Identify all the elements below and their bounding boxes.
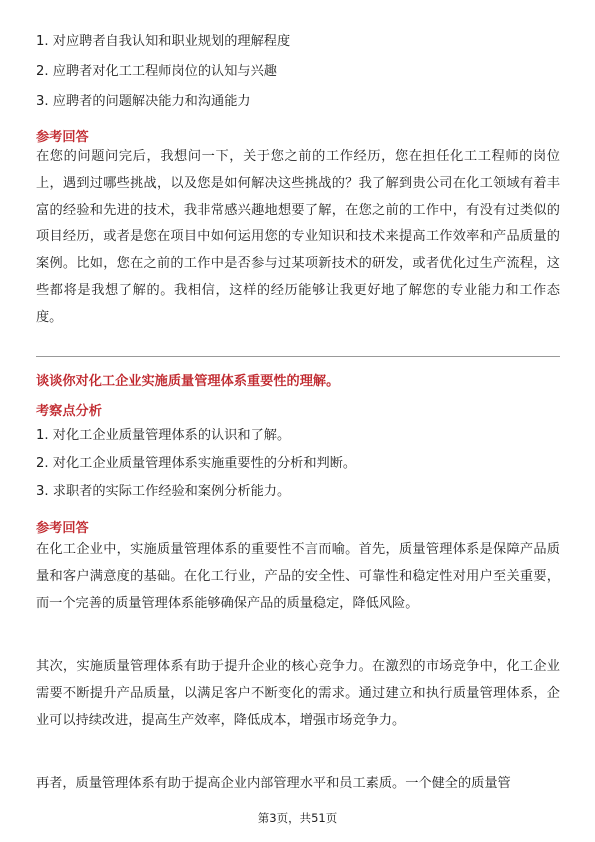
list-item: 1. 对应聘者自我认知和职业规划的理解程度 — [36, 34, 291, 49]
answer-paragraph: 在您的问题问完后，我想问一下，关于您之前的工作经历，您在担任化工工程师的岗位上，遇到过哪些挑战，以及您是如何解决这些挑战的？我了解到贵公司在化工领域有着丰富的经验和先进的技术，我非常感兴趣地想要了解，在您之前的工作中，有没有过类似的项目经历，或者是您在项目中如何运用您的专业知识和技术来提高工作效率和产品质量的案例。比如，您在之前的工作中是否参与过某项新技术的研发，或者优化过生产流程，这些都将是我想了解的。我相信，这样的经历能够让我更好地了解您的专业能力和工作态度。 — [36, 149, 560, 325]
answer-paragraph: 其次，实施质量管理体系有助于提升企业的核心竞争力。在激烈的市场竞争中，化工企业需要不断提升产品质量，以满足客户不断变化的需求。通过建立和执行质量管理体系，企业可以持续改进，提高生产效率，降低成本，增强市场竞争力。 — [36, 659, 560, 728]
list-item: 2. 应聘者对化工工程师岗位的认知与兴趣 — [36, 64, 277, 79]
list-item: 3. 求职者的实际工作经验和案例分析能力。 — [36, 484, 291, 499]
answer-heading: 参考回答 — [36, 521, 89, 536]
question-heading: 谈谈你对化工企业实施质量管理体系重要性的理解。 — [36, 374, 340, 389]
answer-paragraph: 再者，质量管理体系有助于提高企业内部管理水平和员工素质。一个健全的质量管 — [36, 776, 511, 791]
answer-heading: 参考回答 — [36, 130, 89, 145]
list-item: 2. 对化工企业质量管理体系实施重要性的分析和判断。 — [36, 456, 357, 471]
section-divider — [36, 356, 560, 357]
list-item: 1. 对化工企业质量管理体系的认识和了解。 — [36, 428, 291, 443]
page-footer: 第3页，共51页 — [257, 811, 338, 825]
list-item: 3. 应聘者的问题解决能力和沟通能力 — [36, 94, 251, 109]
answer-paragraph: 在化工企业中，实施质量管理体系的重要性不言而喻。首先，质量管理体系是保障产品质量和客户满意度的基础。在化工行业，产品的安全性、可靠性和稳定性对用户至关重要，而一个完善的质量管理体系能够确保产品的质量稳定，降低风险。 — [36, 542, 560, 611]
analysis-heading: 考察点分析 — [36, 404, 102, 419]
